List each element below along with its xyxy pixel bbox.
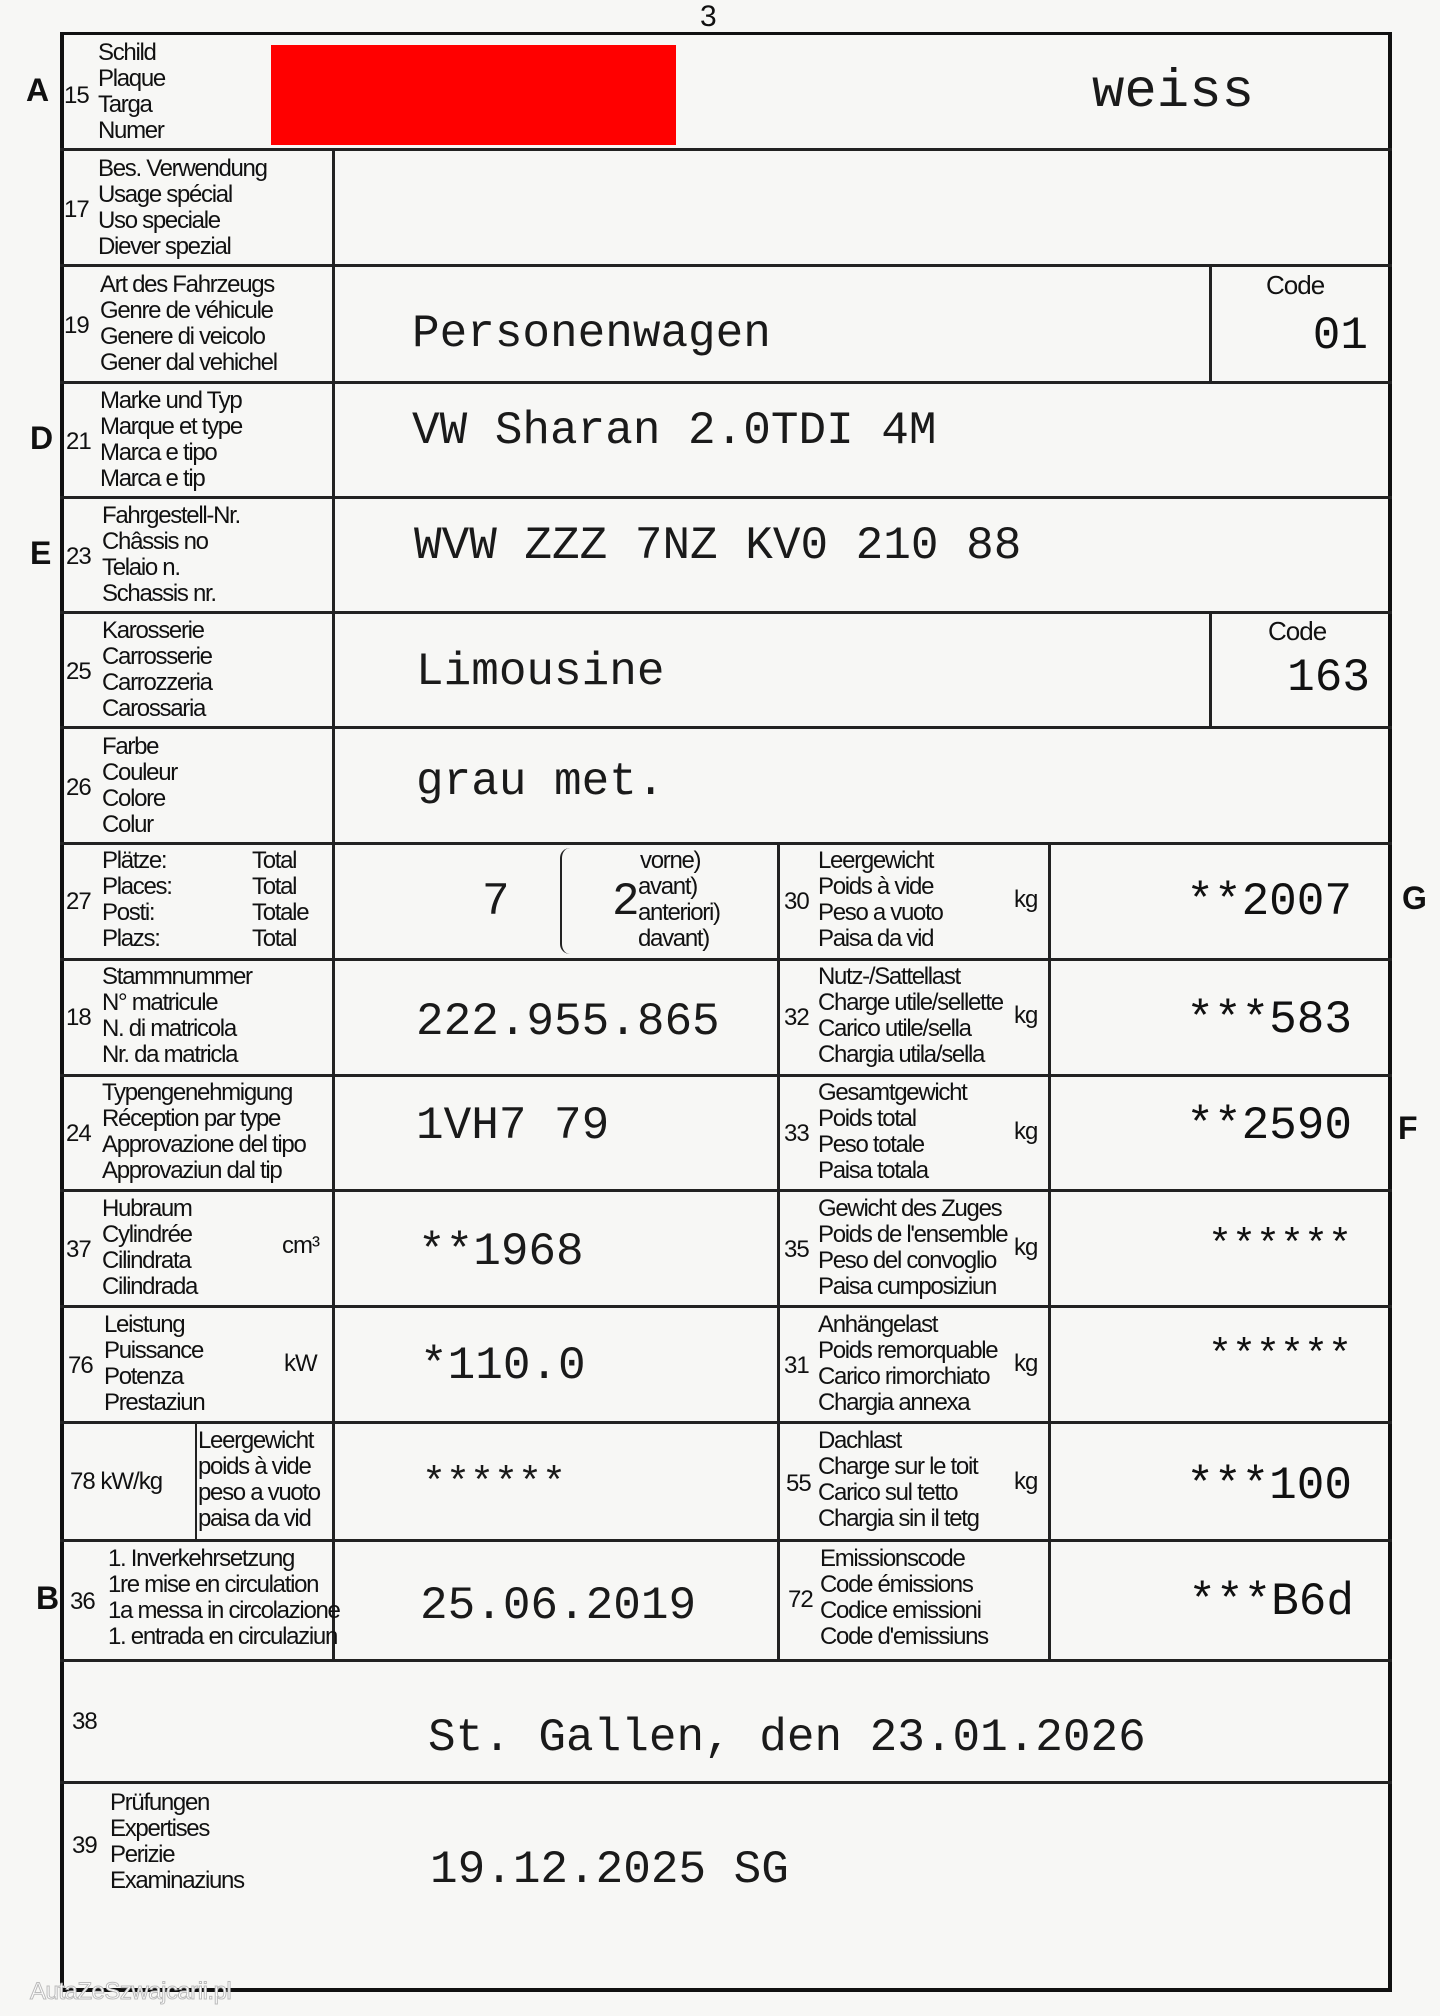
divider (60, 1074, 1392, 1077)
field-label: Gener dal vehichel (100, 349, 277, 376)
side-letter-a: A (26, 72, 50, 108)
field-label: Nutz-/Sattellast (818, 963, 960, 990)
field-number: 78 kW/kg (70, 1468, 163, 1495)
field-number: 38 (72, 1708, 97, 1735)
field-number: 33 (784, 1120, 809, 1147)
field-label: Schild Plaque Targa Numer (98, 39, 165, 144)
field-label: Paisa cumposiziun (818, 1273, 996, 1300)
field-label: Marque et type (100, 413, 242, 440)
divider (60, 1421, 1392, 1424)
unit-label: kW/kg (100, 1468, 163, 1495)
field-label: Typengenehmigung (102, 1079, 293, 1106)
field-label: Chargia utila/sella (818, 1041, 985, 1068)
body-type-value: Limousine (416, 646, 665, 698)
field-label: Fahrgestell-Nr. (102, 502, 240, 529)
field-label: Totale (252, 899, 309, 926)
field-label: Peso del convoglio (818, 1247, 997, 1274)
field-label: Cilindrada (102, 1273, 198, 1300)
unit-label: kW (284, 1350, 317, 1377)
field-number: 17 (64, 196, 89, 223)
field-label: Poids remorquable (818, 1337, 998, 1364)
field-number: 32 (784, 1004, 809, 1031)
field-number: 37 (66, 1236, 91, 1263)
field-label: Châssis no (102, 528, 208, 555)
field-label: Examinaziuns (110, 1867, 244, 1894)
field-label: Carrozzeria (102, 669, 212, 696)
field-label: Paisa da vid (818, 925, 934, 952)
unit-label: kg (1014, 1234, 1038, 1261)
field-label: Emissionscode (820, 1545, 965, 1572)
divider (60, 842, 1392, 845)
field-label: avant) (638, 873, 697, 900)
divider (332, 148, 335, 1659)
field-label: 1. Inverkehrsetzung (108, 1545, 295, 1572)
field-label: Marca e tipo (100, 439, 217, 466)
field-label: Puissance (104, 1337, 204, 1364)
unit-label: kg (1014, 1350, 1038, 1377)
field-number: 19 (64, 312, 89, 339)
field-label: Gewicht des Zuges (818, 1195, 1002, 1222)
field-label: 1. entrada en circulaziun (108, 1623, 337, 1650)
empty-weight-value: **2007 (1186, 876, 1352, 928)
divider (60, 611, 1392, 614)
field-label: Total (252, 925, 297, 952)
field-label: Carico sul tetto (818, 1479, 958, 1506)
field-label: Approvazione del tipo (102, 1131, 306, 1158)
field-label: vorne) (640, 847, 701, 874)
field-label: Colur (102, 811, 153, 838)
field-label: Marca e tip (100, 465, 205, 492)
field-label: Carossaria (102, 695, 206, 722)
field-label: Anhängelast (818, 1311, 938, 1338)
field-label: 1re mise en circulation (108, 1571, 319, 1598)
side-letter-e: E (30, 535, 52, 571)
color-value: grau met. (416, 756, 665, 808)
divider (777, 842, 780, 1659)
field-label: Expertises (110, 1815, 210, 1842)
field-number: 76 (68, 1352, 93, 1379)
field-label: Code émissions (820, 1571, 973, 1598)
divider (60, 726, 1392, 729)
field-number: 31 (784, 1352, 809, 1379)
field-label: Telaio n. (102, 554, 180, 581)
divider (60, 958, 1392, 961)
field-number: 39 (72, 1832, 97, 1859)
field-number: 36 (70, 1588, 95, 1615)
field-label: Diever spezial (98, 233, 231, 260)
combination-weight-value: ****** (1207, 1224, 1352, 1269)
body-type-code: 163 (1287, 652, 1370, 704)
field-label: Hubraum (102, 1195, 192, 1222)
code-label: Code (1268, 616, 1327, 646)
field-number: 25 (66, 658, 91, 685)
field-label: Prestaziun (104, 1389, 205, 1416)
field-label: Usage spécial (98, 181, 232, 208)
field-number: 26 (66, 774, 91, 801)
power-value: *110.0 (420, 1340, 586, 1392)
displacement-value: **1968 (418, 1226, 584, 1278)
field-label: Places: (102, 873, 172, 900)
divider (60, 1189, 1392, 1192)
field-label: Chargia annexa (818, 1389, 970, 1416)
unit-label: cm³ (282, 1232, 319, 1259)
plate-color-value: weiss (1092, 62, 1255, 123)
field-label: Plazs: (102, 925, 160, 952)
field-label: Schassis nr. (102, 580, 216, 607)
field-label: 1a messa in circolazione (108, 1597, 340, 1624)
unit-label: kg (1014, 886, 1038, 913)
field-number: 24 (66, 1120, 91, 1147)
divider (60, 1539, 1392, 1542)
field-label: Karosserie (102, 617, 204, 644)
field-number: 18 (66, 1004, 91, 1031)
field-label: Couleur (102, 759, 177, 786)
unit-label: kg (1014, 1002, 1038, 1029)
field-label: Poids de l'ensemble (818, 1221, 1008, 1248)
field-label: Peso a vuoto (818, 899, 943, 926)
vehicle-type-value: Personenwagen (412, 308, 771, 360)
field-label: Poids à vide (818, 873, 934, 900)
side-letter-g: G (1402, 880, 1427, 916)
field-label: Art des Fahrzeugs (100, 271, 274, 298)
redacted-plate-number (271, 45, 676, 145)
type-approval-value: 1VH7 79 (416, 1100, 610, 1152)
field-number: 35 (784, 1236, 809, 1263)
field-number: 27 (66, 888, 91, 915)
side-letter-b: B (36, 1580, 60, 1616)
field-label: Carico rimorchiato (818, 1363, 990, 1390)
field-label: Carrosserie (102, 643, 212, 670)
divider (60, 496, 1392, 499)
divider (60, 148, 1392, 151)
field-label: Plätze: (102, 847, 167, 874)
side-letter-d: D (30, 420, 54, 456)
code-label: Code (1266, 270, 1325, 300)
field-number: 30 (784, 888, 809, 915)
field-label: Leergewicht (818, 847, 934, 874)
field-label: Approvaziun dal tip (102, 1157, 282, 1184)
field-label: Peso totale (818, 1131, 924, 1158)
front-seats-value: 2 (612, 876, 640, 928)
field-number: 15 (64, 82, 89, 109)
field-label: Leergewicht (198, 1427, 314, 1454)
field-label: Codice emissioni (820, 1597, 981, 1624)
field-label: Dachlast (818, 1427, 901, 1454)
side-letter-f: F (1398, 1110, 1418, 1146)
field-label: Carico utile/sella (818, 1015, 971, 1042)
field-label: peso a vuoto (198, 1479, 320, 1506)
field-label: anteriori) (638, 899, 720, 926)
unit-label: kg (1014, 1468, 1038, 1495)
watermark: AutaZeSzwajcarii.pl (30, 1978, 232, 2005)
field-label: Prüfungen (110, 1789, 210, 1816)
chassis-number-value: WVW ZZZ 7NZ KV0 210 88 (414, 520, 1022, 572)
total-weight-value: **2590 (1186, 1100, 1352, 1152)
field-label: Nr. da matricla (102, 1041, 238, 1068)
master-number-value: 222.955.865 (416, 996, 720, 1048)
field-label: Farbe (102, 733, 159, 760)
field-label: davant) (638, 925, 709, 952)
field-label: Posti: (102, 899, 155, 926)
field-label: Cylindrée (102, 1221, 192, 1248)
total-seats-value: 7 (482, 876, 510, 928)
field-label: Poids total (818, 1105, 916, 1132)
field-label: Perizie (110, 1841, 175, 1868)
field-label: Code d'emissiuns (820, 1623, 988, 1650)
emission-code-value: ***B6d (1188, 1576, 1354, 1628)
field-label: Potenza (104, 1363, 183, 1390)
field-label: Bes. Verwendung (98, 155, 267, 182)
field-label: Chargia sin il tetg (818, 1505, 979, 1532)
field-label: paisa da vid (198, 1505, 311, 1532)
field-label: Charge utile/sellette (818, 989, 1003, 1016)
first-registration-value: 25.06.2019 (420, 1580, 697, 1632)
field-label: Stammnummer (102, 963, 252, 990)
vehicle-type-code: 01 (1312, 310, 1368, 362)
divider (60, 1781, 1392, 1784)
inspection-value: 19.12.2025 SG (430, 1844, 789, 1896)
unit-label: kg (1014, 1118, 1038, 1145)
place-date-value: St. Gallen, den 23.01.2026 (428, 1712, 1146, 1764)
field-label: Charge sur le toit (818, 1453, 978, 1480)
field-label: N° matricule (102, 989, 218, 1016)
field-number: 72 (788, 1586, 813, 1613)
field-label: Genere di veicolo (100, 323, 265, 350)
field-label: poids à vide (198, 1453, 311, 1480)
divider (195, 1421, 197, 1539)
field-label: Uso speciale (98, 207, 220, 234)
field-label: Paisa totala (818, 1157, 928, 1184)
make-model-value: VW Sharan 2.0TDI 4M (412, 405, 937, 457)
divider (60, 264, 1392, 267)
field-number: 23 (66, 543, 91, 570)
brace (560, 848, 574, 954)
trailer-load-value: ****** (1207, 1334, 1352, 1379)
field-label: Cilindrata (102, 1247, 191, 1274)
page-number: 3 (700, 0, 717, 33)
field-label: Marke und Typ (100, 387, 242, 414)
divider (60, 1305, 1392, 1308)
field-label: Total (252, 847, 297, 874)
field-number: 21 (66, 428, 91, 455)
power-weight-value: ****** (422, 1462, 567, 1507)
field-label: Réception par type (102, 1105, 281, 1132)
roof-load-value: ***100 (1186, 1460, 1352, 1512)
divider (60, 1659, 1392, 1662)
field-label: Leistung (104, 1311, 185, 1338)
field-label: Gesamtgewicht (818, 1079, 967, 1106)
divider (60, 381, 1392, 384)
payload-value: ***583 (1186, 994, 1352, 1046)
field-label: Genre de véhicule (100, 297, 273, 324)
field-label: N. di matricola (102, 1015, 236, 1042)
field-label: Colore (102, 785, 165, 812)
field-label: Total (252, 873, 297, 900)
divider (1048, 842, 1051, 1659)
field-number: 55 (786, 1470, 811, 1497)
